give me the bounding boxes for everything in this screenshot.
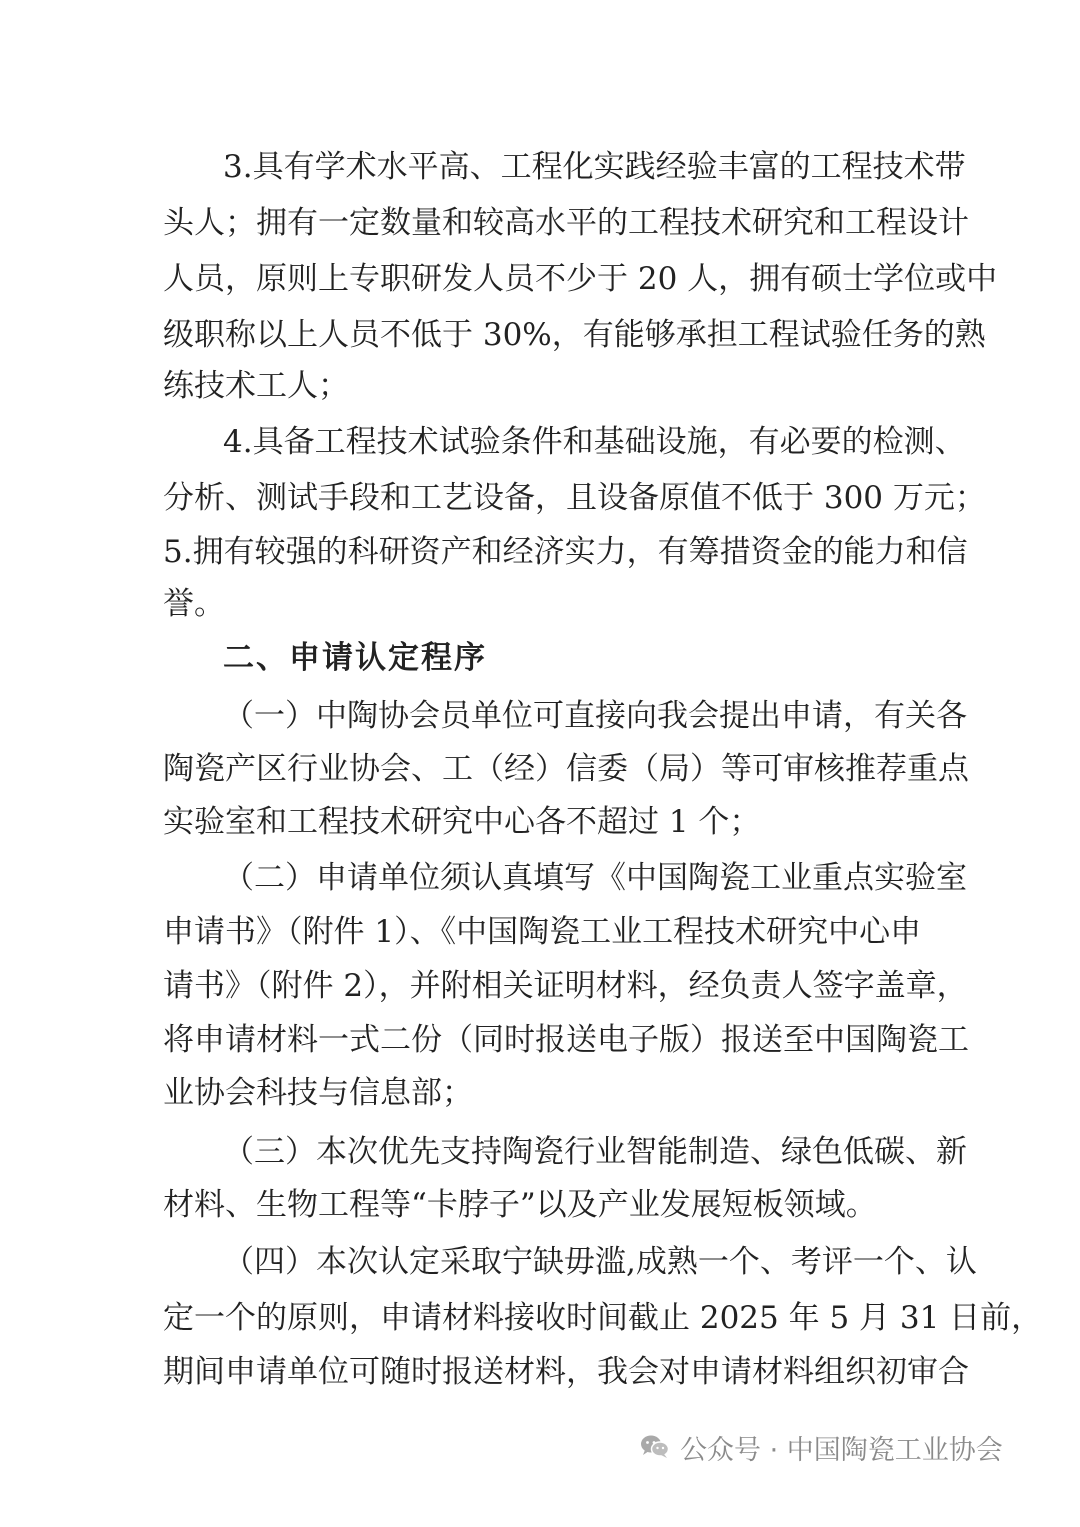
paragraph-line: 誉。 bbox=[163, 586, 225, 622]
paragraph-line: （二）申请单位须认真填写《中国陶瓷工业重点实验室 bbox=[223, 860, 967, 896]
paragraph-line: 3.具有学术水平高、工程化实践经验丰富的工程技术带 bbox=[223, 149, 966, 185]
watermark-text: 公众号 · 中国陶瓷工业协会 bbox=[680, 1434, 1003, 1466]
paragraph-line: 级职称以上人员不低于 30%，有能够承担工程试验任务的熟 bbox=[163, 317, 986, 353]
paragraph-line: 分析、测试手段和工艺设备，且设备原值不低于 300 万元； bbox=[163, 480, 986, 516]
paragraph-line: 人员，原则上专职研发人员不少于 20 人，拥有硕士学位或中 bbox=[163, 261, 998, 297]
paragraph-line: （一）中陶协会员单位可直接向我会提出申请，有关各 bbox=[223, 698, 967, 734]
paragraph-line: 申请书》（附件 1）、《中国陶瓷工业工程技术研究中心申 bbox=[163, 914, 922, 950]
watermark bbox=[640, 1427, 1003, 1467]
paragraph-line: （三）本次优先支持陶瓷行业智能制造、绿色低碳、新 bbox=[223, 1134, 967, 1170]
paragraph-line: 头人；拥有一定数量和较高水平的工程技术研究和工程设计 bbox=[163, 205, 969, 241]
paragraph-line: 将申请材料一式二份（同时报送电子版）报送至中国陶瓷工 bbox=[163, 1022, 969, 1058]
paragraph-line: （四）本次认定采取宁缺毋滥,成熟一个、考评一个、认 bbox=[223, 1244, 977, 1280]
paragraph-line: 定一个的原则，申请材料接收时间截止 2025 年 5 月 31 日前， bbox=[163, 1300, 1043, 1336]
paragraph-line: 业协会科技与信息部； bbox=[163, 1075, 473, 1111]
paragraph-line: 练技术工人； bbox=[163, 368, 349, 404]
section-heading: 二、申请认定程序 bbox=[223, 640, 487, 676]
paragraph-line: 实验室和工程技术研究中心各不超过 1 个； bbox=[163, 804, 761, 840]
paragraph-line: 5.拥有较强的科研资产和经济实力，有筹措资金的能力和信 bbox=[163, 534, 968, 570]
paragraph-line: 4.具备工程技术试验条件和基础设施，有必要的检测、 bbox=[223, 424, 966, 460]
paragraph-line: 请书》（附件 2），并附相关证明材料，经负责人签字盖章， bbox=[163, 968, 968, 1004]
wechat-icon bbox=[640, 1434, 670, 1460]
paragraph-line: 期间申请单位可随时报送材料，我会对申请材料组织初审合 bbox=[163, 1354, 969, 1390]
paragraph-line: 陶瓷产区行业协会、工（经）信委（局）等可审核推荐重点 bbox=[163, 751, 969, 787]
paragraph-line: 材料、生物工程等“卡脖子”以及产业发展短板领域。 bbox=[163, 1187, 877, 1223]
